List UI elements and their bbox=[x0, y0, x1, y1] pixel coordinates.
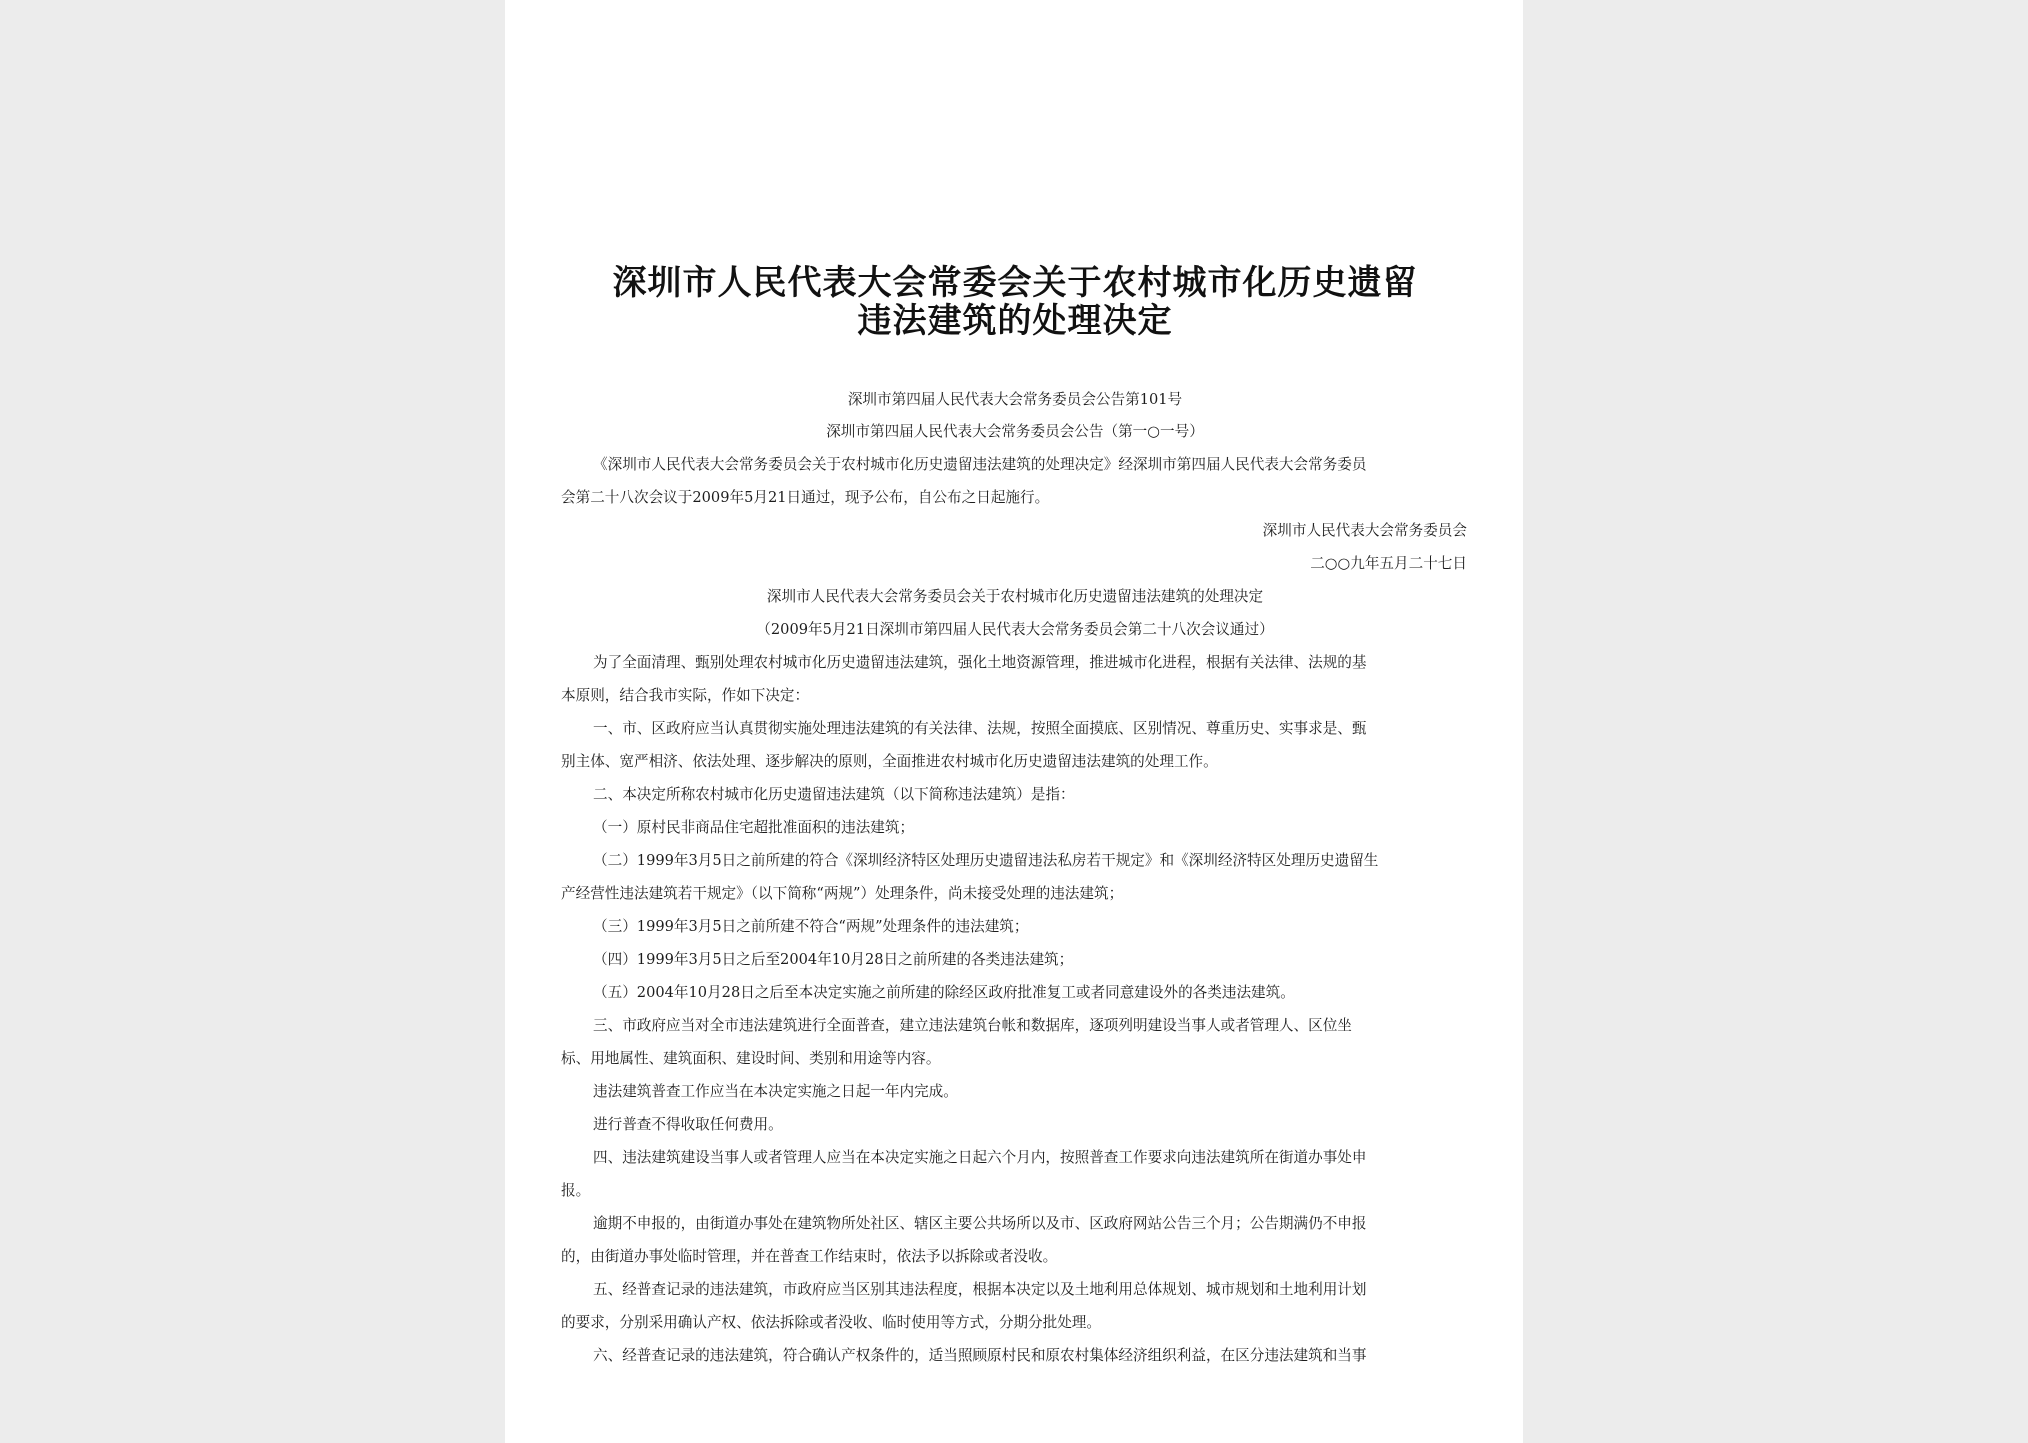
list-item: （三）1999年3月5日之前所建不符合“两规”处理条件的违法建筑； bbox=[593, 918, 1029, 935]
list-item: （四）1999年3月5日之后至2004年10月28日之前所建的各类违法建筑； bbox=[593, 951, 1074, 968]
paragraph-line: 一、市、区政府应当认真贯彻实施处理违法建筑的有关法律、法规，按照全面摸底、区别情况、尊重历史、实事求是、甄 bbox=[593, 720, 1367, 737]
signatory: 深圳市人民代表大会常务委员会 bbox=[1262, 522, 1467, 539]
paragraph-line: 三、市政府应当对全市违法建筑进行全面普查，建立违法建筑台帐和数据库，逐项列明建设当事人或者管理人、区位坐 bbox=[593, 1017, 1352, 1034]
paragraph-line: 别主体、宽严相济、依法处理、逐步解决的原则，全面推进农村城市化历史遗留违法建筑的处理工作。 bbox=[561, 753, 1218, 770]
paragraph-line: 进行普查不得收取任何费用。 bbox=[593, 1116, 783, 1133]
paragraph-line: 报。 bbox=[561, 1182, 591, 1199]
paragraph-line: 为了全面清理、甄别处理农村城市化历史遗留违法建筑，强化土地资源管理，推进城市化进程，根据有关法律、法规的基 bbox=[593, 654, 1367, 671]
paragraph-line: 标、用地属性、建筑面积、建设时间、类别和用途等内容。 bbox=[561, 1050, 941, 1067]
notice-number-line: 深圳市第四届人民代表大会常务委员会公告第101号 bbox=[847, 391, 1183, 408]
decision-subtitle: （2009年5月21日深圳市第四届人民代表大会常务委员会第二十八次会议通过） bbox=[756, 621, 1274, 638]
list-item: 产经营性违法建筑若干规定》（以下简称“两规”）处理条件，尚未接受处理的违法建筑； bbox=[561, 885, 1124, 902]
paragraph-line: 本原则，结合我市实际，作如下决定： bbox=[561, 687, 810, 704]
document-title-line-2: 违法建筑的处理决定 bbox=[857, 301, 1173, 341]
document-title-line-1: 深圳市人民代表大会常委会关于农村城市化历史遗留 bbox=[612, 263, 1418, 303]
paragraph-line: 违法建筑普查工作应当在本决定实施之日起一年内完成。 bbox=[593, 1083, 958, 1100]
intro-paragraph-line: 《深圳市人民代表大会常务委员会关于农村城市化历史遗留违法建筑的处理决定》经深圳市第四届人民代表大会常务委员 bbox=[593, 456, 1367, 473]
paragraph-line: 的要求，分别采用确认产权、依法拆除或者没收、临时使用等方式，分期分批处理。 bbox=[561, 1314, 1101, 1331]
paragraph-line: 的，由街道办事处临时管理，并在普查工作结束时，依法予以拆除或者没收。 bbox=[561, 1248, 1058, 1265]
paragraph-line: 五、经普查记录的违法建筑，市政府应当区别其违法程度，根据本决定以及土地利用总体规划、城市规划和土地利用计划 bbox=[593, 1281, 1367, 1298]
paragraph-line: 四、违法建筑建设当事人或者管理人应当在本决定实施之日起六个月内，按照普查工作要求向违法建筑所在街道办事处申 bbox=[593, 1149, 1367, 1166]
intro-paragraph-line: 会第二十八次会议于2009年5月21日通过，现予公布，自公布之日起施行。 bbox=[561, 489, 1050, 506]
sign-date: 二○○九年五月二十七日 bbox=[1310, 555, 1467, 572]
paragraph-line: 二、本决定所称农村城市化历史遗留违法建筑（以下简称违法建筑）是指： bbox=[593, 786, 1075, 803]
list-item: （二）1999年3月5日之前所建的符合《深圳经济特区处理历史遗留违法私房若干规定》和《深圳经济特区处理历史遗留生 bbox=[593, 852, 1379, 869]
document-page bbox=[505, 0, 1523, 1443]
list-item: （五）2004年10月28日之后至本决定实施之前所建的除经区政府批准复工或者同意建设外的各类违法建筑。 bbox=[593, 984, 1295, 1001]
paragraph-line: 逾期不申报的，由街道办事处在建筑物所处社区、辖区主要公共场所以及市、区政府网站公告三个月；公告期满仍不申报 bbox=[593, 1215, 1367, 1232]
list-item: （一）原村民非商品住宅超批准面积的违法建筑； bbox=[593, 819, 915, 836]
decision-title: 深圳市人民代表大会常务委员会关于农村城市化历史遗留违法建筑的处理决定 bbox=[766, 588, 1264, 605]
notice-number-line-alt: 深圳市第四届人民代表大会常务委员会公告（第一○一号） bbox=[826, 423, 1204, 440]
paragraph-line: 六、经普查记录的违法建筑，符合确认产权条件的，适当照顾原村民和原农村集体经济组织利益，在区分违法建筑和当事 bbox=[593, 1347, 1367, 1364]
